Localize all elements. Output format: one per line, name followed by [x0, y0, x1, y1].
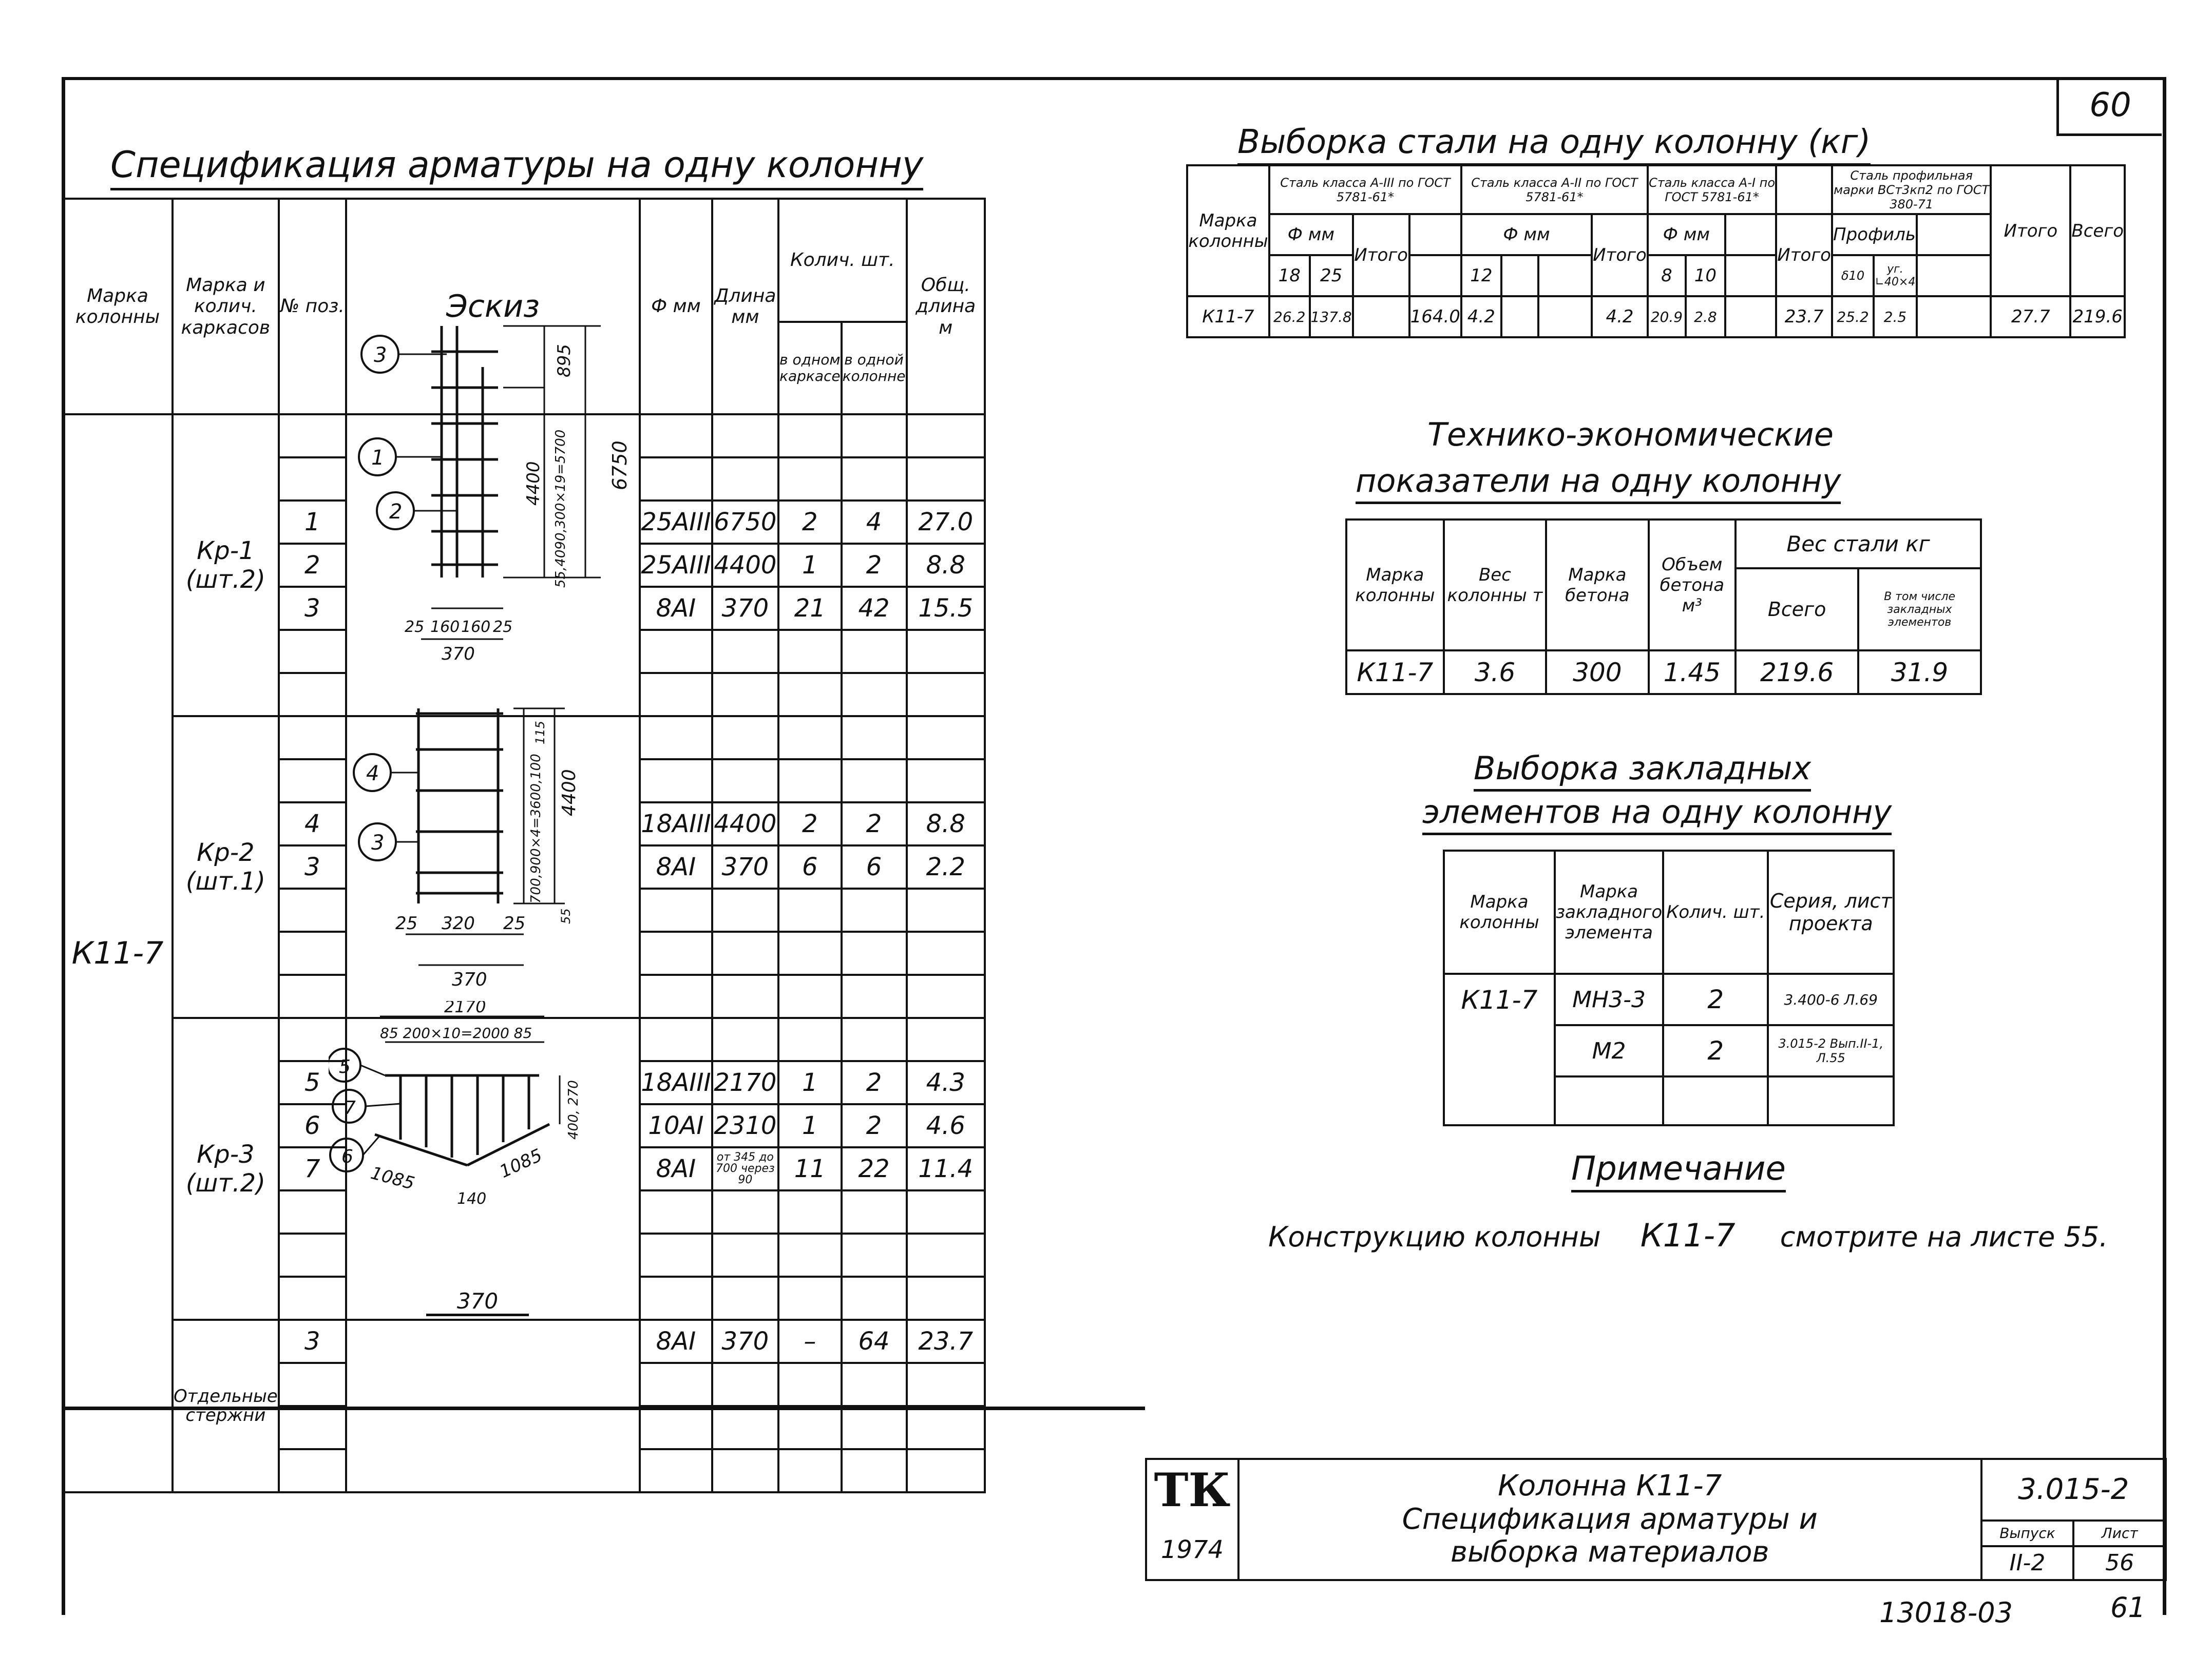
- steel-hdr-g3: Сталь класса А-I по ГОСТ 5781-61*: [1648, 165, 1776, 214]
- sketch3-dim: 1085: [368, 1163, 417, 1195]
- sketch1-dim: 25: [493, 618, 513, 636]
- hdr-total-len: Общ. длина м: [907, 199, 985, 414]
- table-row: К11-7 МН3-3 2 3.400-6 Л.69: [1444, 974, 1894, 1025]
- tep-hdr-weight: Вес колонны т: [1444, 519, 1547, 650]
- sketch2-dim: 320: [442, 913, 475, 934]
- stamp-sheet-label: Лист: [2073, 1521, 2166, 1546]
- sketch-kr3: [329, 1001, 657, 1222]
- steel-hdr-itogo3: Итого: [1776, 214, 1832, 296]
- sketch2-dim: 55: [559, 908, 573, 924]
- sketch3-callout: 6: [341, 1146, 353, 1167]
- table-row: 3 8АI 370 21 42 15.5: [63, 587, 985, 630]
- stamp-page: 61: [2110, 1591, 2146, 1624]
- stamp-issue: II-2: [1981, 1546, 2074, 1581]
- cage-kr2: Кр-2 (шт.1): [173, 716, 279, 1018]
- emb-hdr-mark: Марка колонны: [1444, 851, 1555, 974]
- emb-hdr-el: Марка закладного элемента: [1555, 851, 1663, 974]
- steel-hdr-itogo2: Итого: [1592, 214, 1648, 296]
- note-text: Конструкцию колонны К11-7 смотрите на листе 55.: [1268, 1217, 2108, 1254]
- steel-hdr-itogo1: Итого: [1353, 214, 1409, 296]
- stamp-series: 3.015-2: [1981, 1459, 2166, 1521]
- sketch3-dim: 1085: [496, 1145, 546, 1183]
- steel-hdr-profile: Профиль: [1832, 214, 1917, 255]
- tep-hdr-concrete: Марка бетона: [1546, 519, 1648, 650]
- table-row: 2 25АIII 4400 1 2 8.8: [63, 544, 985, 587]
- table-row: 7 8АI от 345 до 700 через 90 11 22 11.4: [63, 1147, 985, 1190]
- sketch1-dim: 55,4090,300×19=5700: [553, 429, 568, 588]
- tep-title-2: показатели на одну колонну: [1356, 462, 1841, 499]
- cage-kr1: Кр-1 (шт.2): [173, 414, 279, 716]
- emb-title-1: Выборка закладных: [1474, 749, 1811, 787]
- sketch1-dim: 160: [461, 618, 491, 636]
- tep-hdr-emb: В том числе закладных элементов: [1858, 568, 1981, 650]
- emb-hdr-series: Серия, лист проекта: [1768, 851, 1894, 974]
- sketch2-dim: 4400: [559, 769, 580, 816]
- sketch2-callout: 3: [371, 831, 385, 855]
- sketch-separate-cell: [346, 1320, 640, 1492]
- sketch1-callout: 1: [371, 446, 385, 470]
- spec-title: Спецификация арматуры на одну колонну: [110, 144, 923, 186]
- steel-title: Выборка стали на одну колонну (кг): [1237, 123, 1871, 161]
- sketch-kr2: [329, 688, 657, 996]
- sketch1-dim: 895: [554, 344, 575, 377]
- steel-hdr-dia3: Ф мм: [1648, 214, 1725, 255]
- table-row: К11-7 3.6 300 1.45 219.6 31.9: [1346, 650, 1981, 694]
- sketch-kr1: [329, 321, 657, 670]
- tep-hdr-volume: Объем бетона м³: [1649, 519, 1736, 650]
- hdr-len: Длина мм: [712, 199, 778, 414]
- stamp-year: 1974: [1146, 1521, 1238, 1580]
- steel-hdr-vsego: Всего: [2070, 165, 2125, 296]
- emb-hdr-qty: Колич. шт.: [1663, 851, 1768, 974]
- sketch2-dim: 115: [533, 721, 547, 744]
- table-row: 1 25АIII 6750 2 4 27.0: [63, 501, 985, 544]
- hdr-mark: Марка колонны: [63, 199, 173, 414]
- sketch3-callout: 5: [339, 1056, 351, 1077]
- sketch1-dim: 370: [442, 644, 475, 664]
- title-block: [1145, 1458, 2167, 1581]
- table-row: 6 10АI 2310 1 2 4.6: [63, 1104, 985, 1147]
- hdr-cage: Марка и колич. каркасов: [173, 199, 279, 414]
- steel-hdr-g1: Сталь класса А-III по ГОСТ 5781-61*: [1269, 165, 1461, 214]
- hdr-pos: № поз.: [279, 199, 346, 414]
- note-title: Примечание: [1571, 1150, 1786, 1188]
- sketch3-dim: 140: [457, 1190, 487, 1208]
- sketch1-dim: 6750: [608, 440, 631, 490]
- sketch2-dim: 370: [452, 969, 487, 990]
- hdr-qty-col: в одной колонне: [842, 322, 907, 414]
- table-row: К11-7 26.2 137.8 164.0 4.2 4.2 20.9 2.8 23.7 25.2 2.5 27.7 219.6: [1187, 296, 2125, 337]
- sketch3-dim: 2170: [444, 1001, 486, 1016]
- tep-table: [1345, 518, 1982, 695]
- sketch2-dim: 700,900×4=3600,100: [528, 754, 544, 903]
- steel-table: Марка колонны Сталь класса А-III по ГОСТ 5781-61* Сталь класса А-II по ГОСТ 5781-61* Сталь класса А-I по ГОСТ 5781-61* Сталь профильная марки ВСт3кп2 по ГОСТ 380-71 Итого Всего Ф мм Итого Ф мм Итого Ф мм Итого Профиль 18 25 12 8 10 δ10 уг. ∟40×4 К11-7 26.2 137.8 164.0 4.2 4.2 20.9 2.8 23.7 25.2 2.5 27.7 219.6: [1186, 164, 2126, 338]
- table-row: 5 18АIII 2170 1 2 4.3: [63, 1061, 985, 1104]
- sketch3-dim: 85 200×10=2000 85: [380, 1025, 532, 1042]
- steel-hdr-g4: Сталь профильная марки ВСт3кп2 по ГОСТ 380-71: [1832, 165, 1991, 214]
- sketch3-dim: 400, 270: [566, 1080, 581, 1140]
- sketch1-dim: 4400: [523, 461, 544, 506]
- sketch1-callout: 2: [389, 500, 403, 524]
- table-row: М2 2 3.015-2 Вып.II-1, Л.55: [1444, 1025, 1894, 1076]
- column-mark: К11-7: [63, 414, 173, 1492]
- hdr-qty: Колич. шт.: [778, 199, 906, 322]
- steel-hdr-dia: Ф мм: [1269, 214, 1353, 255]
- stamp-title: Колонна К11-7 Спецификация арматуры и выборка материалов: [1238, 1459, 1981, 1580]
- tep-title-1: Технико-экономические: [1427, 416, 1834, 453]
- steel-hdr-itogo: Итого: [1991, 165, 2070, 296]
- table-row: 3 8АI 370 6 6 2.2: [63, 845, 985, 889]
- sketch2-dim: 25: [503, 913, 526, 934]
- sketch2-callout: 4: [366, 762, 379, 785]
- hdr-sketch: Эскиз: [346, 199, 640, 414]
- table-row: 4 18АIII 4400 2 2 8.8: [63, 802, 985, 845]
- stamp-code: 13018-03: [1879, 1596, 2013, 1629]
- sketch3-callout: 7: [344, 1098, 356, 1119]
- sketch-separate-bar: 370: [426, 1288, 529, 1316]
- tep-hdr-steel: Вес стали кг: [1736, 519, 1981, 568]
- cage-kr3: Кр-3 (шт.2): [173, 1018, 279, 1320]
- table-row: Отдельные стержни 3 8АI 370 – 64 23.7: [63, 1320, 985, 1363]
- sketch2-dim: 25: [395, 913, 418, 934]
- tep-hdr-mark: Марка колонны: [1346, 519, 1444, 650]
- cage-separate: Отдельные стержни: [173, 1320, 279, 1492]
- sketch1-dim: 25: [405, 618, 425, 636]
- tep-hdr-all: Всего: [1736, 568, 1858, 650]
- page-number: 60: [2056, 77, 2162, 136]
- sketch1-callout: 3: [374, 343, 387, 367]
- stamp-sheet: 56: [2073, 1546, 2166, 1581]
- stamp-issue-label: Выпуск: [1981, 1521, 2074, 1546]
- sketch1-dim: 160: [430, 618, 460, 636]
- emb-table: [1443, 850, 1895, 1126]
- steel-hdr-g2: Сталь класса А-II по ГОСТ 5781-61*: [1461, 165, 1648, 214]
- hdr-qty-one: в одном каркасе: [778, 322, 842, 414]
- steel-hdr-mark: Марка колонны: [1187, 165, 1269, 296]
- steel-hdr-dia2: Ф мм: [1461, 214, 1592, 255]
- emb-title-2: элементов на одну колонну: [1422, 793, 1892, 831]
- hdr-dia: Ф мм: [640, 199, 712, 414]
- tk-logo: ТК: [1146, 1459, 1238, 1521]
